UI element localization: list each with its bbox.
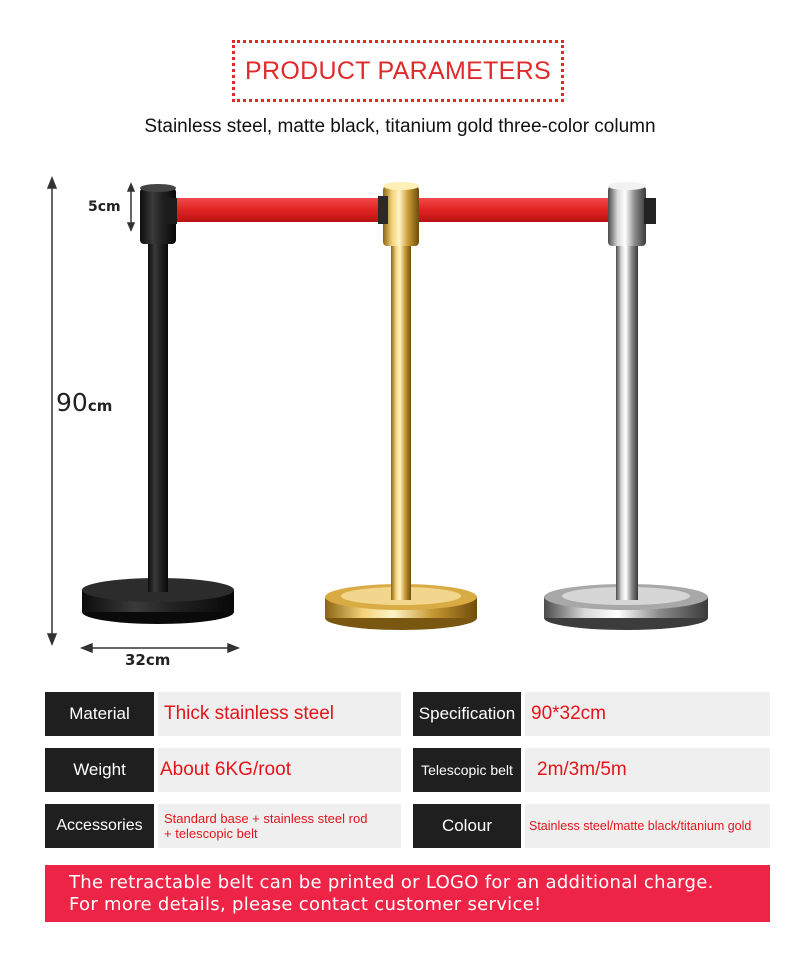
belt-right <box>417 198 609 222</box>
spec-value-text: About 6KG/root <box>160 759 291 780</box>
spec-label-weight: Weight <box>45 748 154 792</box>
spec-label-telescopic-belt: Telescopic belt <box>413 748 521 792</box>
spec-value-text: + telescopic belt <box>164 826 258 841</box>
spec-label-material: Material <box>45 692 154 736</box>
banner-line-1: The retractable belt can be printed or LOGO for an additional charge. <box>69 872 714 893</box>
spec-value-weight <box>158 748 401 792</box>
spec-row-material <box>45 692 770 736</box>
spec-row-weight <box>45 748 770 792</box>
spec-row-accessories <box>45 804 770 848</box>
post-titanium-gold <box>325 182 477 630</box>
banner-line-2: For more details, please contact customer service! <box>69 894 542 915</box>
spec-label-colour: Colour <box>413 804 521 848</box>
spec-value-specification <box>525 692 770 736</box>
spec-label-accessories: Accessories <box>45 804 154 848</box>
spec-value-text: Standard base + stainless steel rod <box>164 811 368 826</box>
spec-label-specification: Specification <box>413 692 521 736</box>
spec-value-colour <box>525 804 770 848</box>
page-subtitle: Stainless steel, matte black, titanium gold three-color column <box>144 116 656 137</box>
spec-value-text: 2m/3m/5m <box>537 759 627 780</box>
custom-logo-banner <box>45 865 770 922</box>
spec-value-accessories <box>158 804 401 848</box>
belt-left <box>172 198 385 222</box>
spec-value-text: Thick stainless steel <box>164 703 335 724</box>
base-diameter-label: 32cm <box>125 651 171 669</box>
spec-value-text: 90*32cm <box>531 703 606 724</box>
title-frame <box>232 40 564 102</box>
total-height-label <box>56 388 112 417</box>
spec-value-material <box>158 692 401 736</box>
total-height-value: 90 <box>56 388 88 417</box>
spec-value-text: Stainless steel/matte black/titanium gold <box>529 819 752 833</box>
page-title: PRODUCT PARAMETERS <box>245 56 551 85</box>
head-height-label: 5cm <box>88 199 121 215</box>
product-illustration <box>0 150 800 670</box>
total-height-unit: cm <box>87 397 113 415</box>
spec-value-telescopic-belt <box>525 748 770 792</box>
post-stainless-steel <box>544 182 708 630</box>
